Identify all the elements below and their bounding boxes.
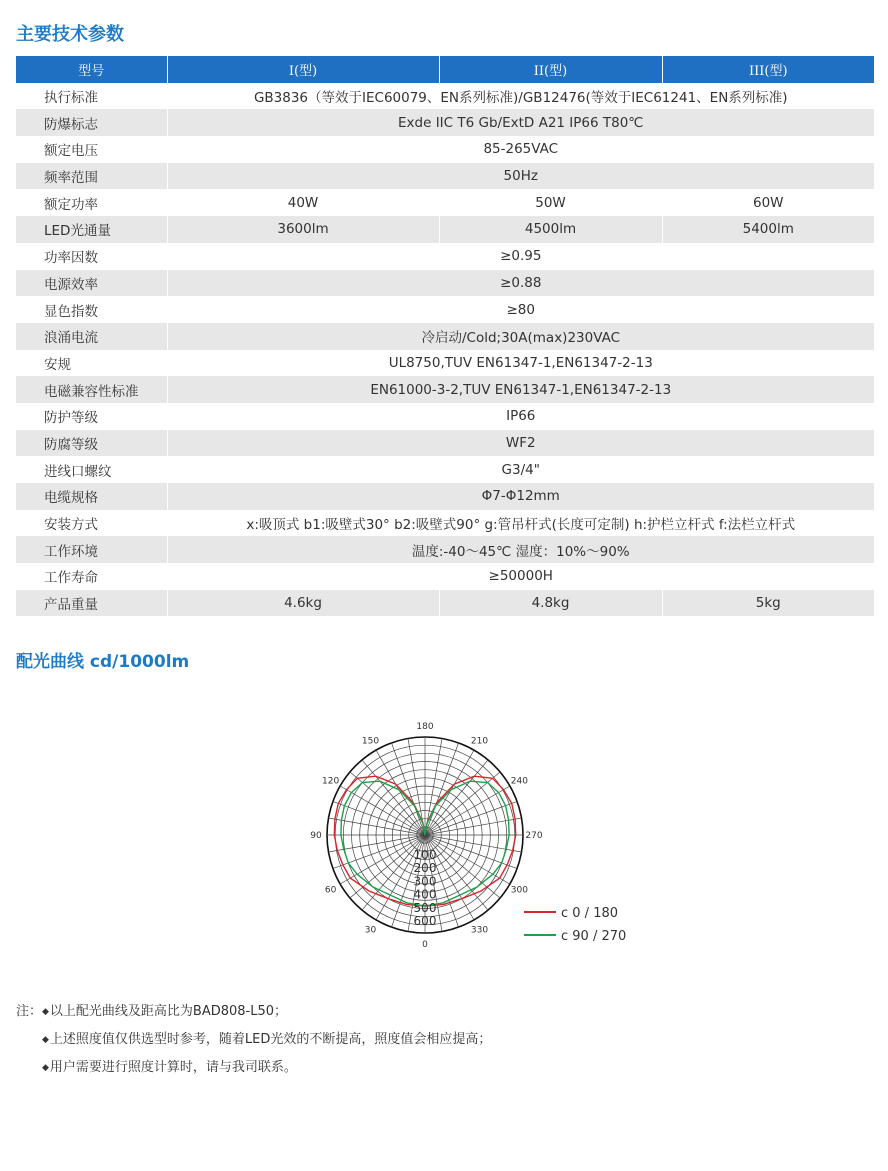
row-value: GB3836（等效于IEC60079、EN系列标准)/GB12476(等效于IEC61241、EN系列标准) (167, 83, 874, 110)
table-row (16, 216, 874, 243)
row-value: x:吸顶式 b1:吸壁式30° b2:吸壁式90° g:管吊杆式(长度可定制) h:护栏立杆式 f:法栏立杆式 (167, 510, 874, 537)
table-row (16, 483, 874, 510)
row-value: 40W (167, 189, 439, 216)
table-row (16, 430, 874, 457)
row-value: G3/4" (167, 456, 874, 483)
row-label: 执行标准 (16, 83, 167, 110)
row-value: 50W (439, 189, 662, 216)
radial-tick-label: 400 (413, 887, 437, 902)
light-distribution-polar-chart (298, 718, 648, 954)
row-label: 进线口螺纹 (16, 456, 167, 483)
spec-section-title: 主要技术参数 (16, 24, 124, 45)
row-value: 5kg (662, 590, 874, 617)
angle-tick-label: 330 (470, 925, 489, 936)
table-row (16, 136, 874, 163)
table-row (16, 163, 874, 190)
table-body (16, 83, 874, 617)
row-value: ≥50000H (167, 563, 874, 590)
row-value: UL8750,TUV EN61347-1,EN61347-2-13 (167, 350, 874, 377)
row-label: 防爆标志 (16, 109, 167, 136)
row-label: 工作寿命 (16, 563, 167, 590)
header-type-2: II(型) (439, 56, 662, 83)
row-label: 防腐等级 (16, 430, 167, 457)
angle-tick-label: 30 (364, 925, 377, 936)
row-label: 防护等级 (16, 403, 167, 430)
light-curve-title: 配光曲线 cd/1000lm (16, 652, 190, 672)
table-row (16, 296, 874, 323)
radial-tick-label: 500 (413, 900, 437, 915)
row-label: 安规 (16, 350, 167, 377)
row-value: 3600lm (167, 216, 439, 243)
note-text: 以上配光曲线及距高比为BAD808-L50； (49, 1004, 288, 1019)
row-value: ≥0.88 (167, 270, 874, 297)
radial-tick-label: 300 (413, 874, 437, 889)
table-row (16, 323, 874, 350)
table-row (16, 243, 874, 270)
table-row (16, 456, 874, 483)
table-row (16, 189, 874, 216)
note-prefix: 注： (16, 1004, 43, 1019)
row-value: Exde IIC T6 Gb/ExtD A21 IP66 T80℃ (167, 109, 874, 136)
row-label: 电源效率 (16, 270, 167, 297)
table-row (16, 590, 874, 617)
legend-label: c 90 / 270 (561, 929, 627, 944)
row-label: 浪涌电流 (16, 323, 167, 350)
row-label: 电缆规格 (16, 483, 167, 510)
row-value: IP66 (167, 403, 874, 430)
note-text: 用户需要进行照度计算时，请与我司联系。 (49, 1060, 297, 1075)
row-value: EN61000-3-2,TUV EN61347-1,EN61347-2-13 (167, 376, 874, 403)
row-label: 额定功率 (16, 189, 167, 216)
diamond-bullet-icon: ◆ (42, 1007, 49, 1017)
angle-tick-label: 0 (422, 940, 428, 950)
angle-tick-label: 120 (322, 776, 340, 787)
table-row (16, 109, 874, 136)
header-type-3: III(型) (662, 56, 874, 83)
note-row (16, 998, 491, 1026)
table-row (16, 83, 874, 110)
row-label: 功率因数 (16, 243, 167, 270)
row-label: 工作环境 (16, 536, 167, 563)
row-value: 4500lm (439, 216, 662, 243)
table-row (16, 536, 874, 563)
header-model: 型号 (16, 56, 167, 83)
row-value: ≥80 (167, 296, 874, 323)
row-value: 4.6kg (167, 590, 439, 617)
note-row (16, 1026, 491, 1054)
angle-tick-label: 90 (310, 831, 322, 841)
notes-block (16, 998, 491, 1082)
angle-tick-label: 180 (416, 722, 434, 732)
angle-tick-label: 150 (361, 736, 380, 747)
angle-tick-label: 210 (470, 736, 489, 747)
row-value: 5400lm (662, 216, 874, 243)
angle-tick-label: 270 (525, 831, 543, 841)
table-row (16, 376, 874, 403)
row-label: 产品重量 (16, 590, 167, 617)
row-value: ≥0.95 (167, 243, 874, 270)
row-label: 安装方式 (16, 510, 167, 537)
row-value: 85-265VAC (167, 136, 874, 163)
table-row (16, 563, 874, 590)
row-value: 4.8kg (439, 590, 662, 617)
note-row (16, 1054, 491, 1082)
radial-tick-label: 600 (413, 914, 437, 928)
row-label: 频率范围 (16, 163, 167, 190)
row-value: 冷启动/Cold;30A(max)230VAC (167, 323, 874, 350)
table-row (16, 510, 874, 537)
note-text: 上述照度值仅供选型时参考，随着LED光效的不断提高，照度值会相应提高； (49, 1032, 492, 1047)
diamond-bullet-icon: ◆ (42, 1063, 49, 1073)
angle-tick-label: 300 (510, 885, 528, 896)
table-row (16, 403, 874, 430)
radial-tick-label: 100 (413, 848, 437, 862)
row-label: 额定电压 (16, 136, 167, 163)
angle-tick-label: 240 (510, 776, 528, 787)
row-value: 温度:-40～45℃ 湿度：10%～90% (167, 536, 874, 563)
table-row (16, 270, 874, 297)
row-value: WF2 (167, 430, 874, 457)
row-value: 60W (662, 189, 874, 216)
row-label: LED光通量 (16, 216, 167, 243)
spec-table (16, 56, 874, 616)
table-row (16, 350, 874, 377)
table-header-row (16, 56, 874, 83)
row-value: Φ7-Φ12mm (167, 483, 874, 510)
radial-tick-label: 200 (413, 861, 437, 876)
row-value: 50Hz (167, 163, 874, 190)
header-type-1: I(型) (167, 56, 439, 83)
legend-label: c 0 / 180 (561, 906, 619, 921)
angle-tick-label: 60 (324, 885, 337, 896)
row-label: 电磁兼容性标准 (16, 376, 167, 403)
diamond-bullet-icon: ◆ (42, 1035, 49, 1045)
row-label: 显色指数 (16, 296, 167, 323)
